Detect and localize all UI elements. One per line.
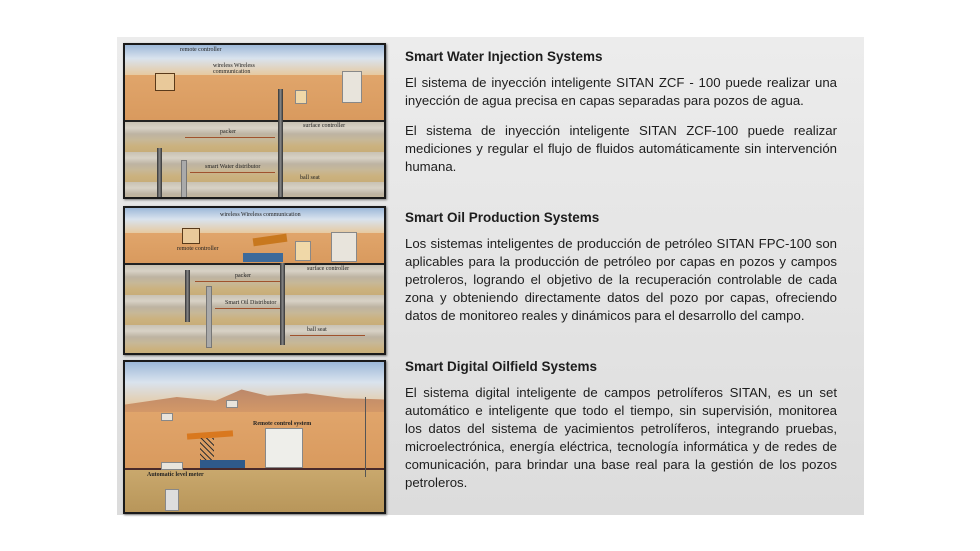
remote-control-cabinet-icon <box>265 428 303 468</box>
distributor-tool-icon <box>157 148 162 199</box>
level-meter-icon <box>161 462 183 470</box>
diagram-label: remote controller <box>177 246 219 252</box>
section-title: Smart Water Injection Systems <box>405 49 603 64</box>
controller-box-icon <box>295 241 311 261</box>
section-water-injection <box>405 49 837 188</box>
control-house-icon <box>155 73 175 91</box>
section-paragraph: El sistema de inyección inteligente SITAN ZCF-100 puede realizar mediciones y regular el flujo de fluidos automáticamente sin intervención humana. <box>405 123 837 174</box>
distributor-tool-icon <box>185 270 190 322</box>
downhole-sensor-icon <box>165 489 179 511</box>
controller-box-icon <box>295 90 307 104</box>
diagram-label: smart Water distributor <box>205 164 261 170</box>
diagram-label: wireless Wireless communication <box>220 212 301 218</box>
well-string-icon <box>278 89 283 199</box>
pipe-icon <box>181 160 187 199</box>
surface-cabinet-icon <box>331 232 357 262</box>
section-title: Smart Digital Oilfield Systems <box>405 359 598 374</box>
section-paragraph: Los sistemas inteligentes de producción de petróleo SITAN FPC-100 son aplicables para la producción de petróleo por capas en pozos y campos petroleros, logrando el objetivo de la recuperación controlable de cada zona y obteniendo directamente datos del pozo por capas, ofreciendo datos de monitoreo reales y dinámicos para el desarrollo del campo. <box>405 236 837 323</box>
diagram-label: packer <box>235 273 251 279</box>
oil-production-diagram <box>123 206 386 355</box>
section-oil-production <box>405 210 837 337</box>
digital-oilfield-diagram <box>123 360 386 514</box>
water-injection-diagram <box>123 43 386 199</box>
antenna-icon <box>365 397 366 477</box>
diagram-label: packer <box>220 129 236 135</box>
section-paragraph: El sistema de inyección inteligente SITAN ZCF - 100 puede realizar una inyección de agua precisa en capas separadas para pozos de agua. <box>405 75 837 108</box>
diagram-label: ball seat <box>300 175 320 181</box>
section-paragraph: El sistema digital inteligente de campos petrolíferos SITAN, es un set automático e inteligente que todo el tiempo, sin supervisión, monitorea los datos del sistema de yacimientos petrolíferos, integrando pruebas, microelectrónica, energía eléctrica, tecnología informática y de redes de comunicación, para brindar una base real para la gestión de los pozos petroleros. <box>405 385 837 490</box>
well-string-icon <box>280 263 285 345</box>
pipe-icon <box>206 286 212 348</box>
diagram-label: Remote control system <box>253 421 312 427</box>
camera-icon <box>161 413 173 421</box>
diagram-label: remote controller <box>180 47 222 53</box>
diagram-label: Automatic level meter <box>147 472 204 478</box>
diagram-label: surface controller <box>303 123 346 129</box>
diagram-label: ball seat <box>307 327 327 333</box>
section-title: Smart Oil Production Systems <box>405 210 600 225</box>
camera-icon <box>226 400 238 408</box>
slide <box>117 37 864 515</box>
diagram-label: Smart Oil Distributor <box>225 300 277 306</box>
section-digital-oilfield <box>405 359 837 504</box>
surface-cabinet-icon <box>342 71 362 103</box>
control-house-icon <box>182 228 200 244</box>
diagram-label: surface controller <box>307 266 350 272</box>
diagram-label: wireless Wireless communication <box>213 63 255 75</box>
